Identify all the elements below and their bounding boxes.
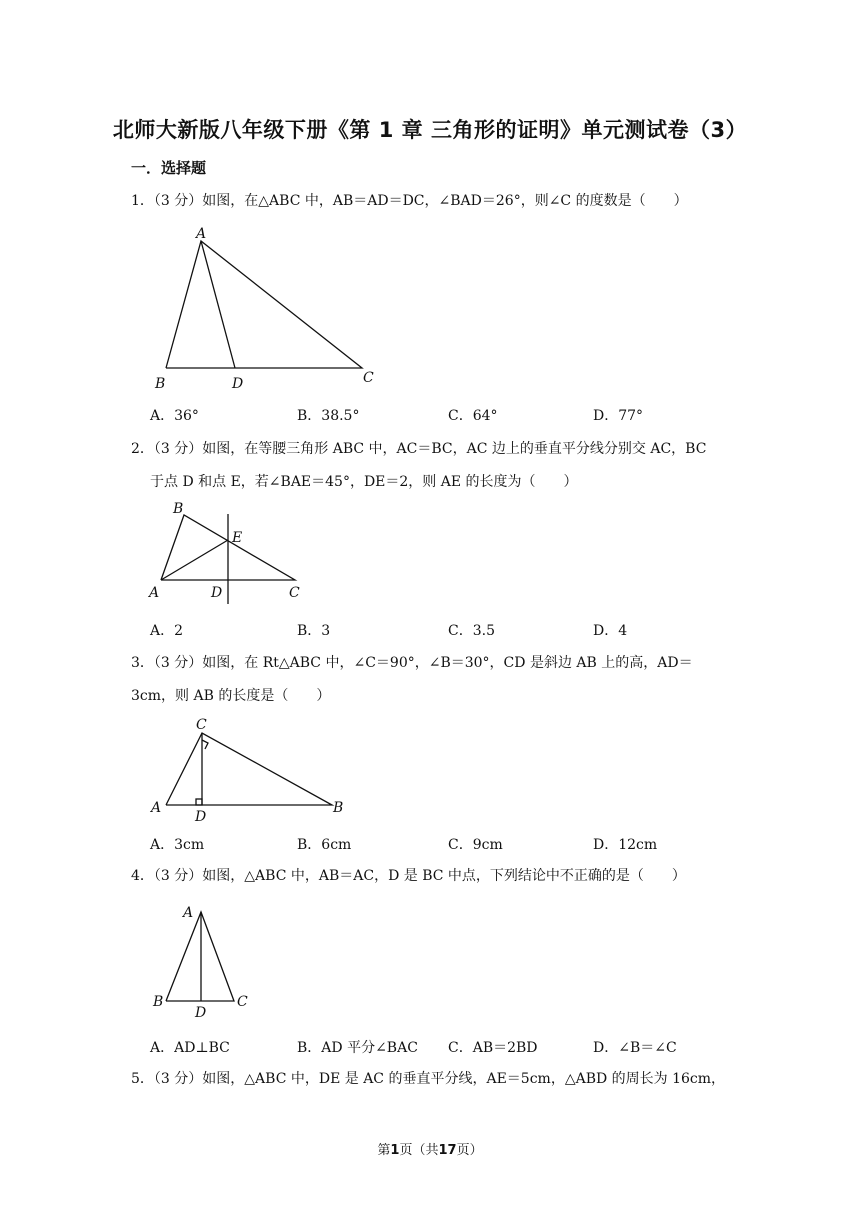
question-4-figure [145, 900, 260, 1022]
label-a: A [151, 800, 162, 816]
question-4-option-a[interactable]: A．AD⊥BC [150, 1040, 230, 1056]
right-angle-mark-c [202, 740, 208, 749]
page-title: 北师大新版八年级下册《第 1 章 三角形的证明》单元测试卷（3） [112, 118, 748, 142]
question-1-option-c[interactable]: C．64° [448, 408, 498, 424]
label-c: C [237, 994, 248, 1010]
question-1-option-d[interactable]: D．77° [593, 408, 644, 424]
label-d: D [195, 1005, 207, 1021]
label-b: B [155, 376, 166, 392]
question-3-option-b[interactable]: B．6cm [297, 837, 352, 853]
label-b: B [153, 994, 164, 1010]
label-a: A [196, 226, 207, 242]
page-footer [0, 1139, 860, 1158]
footer-prefix: 第 [377, 1143, 391, 1158]
label-d: D [195, 809, 207, 824]
question-3-text-line2: 3cm，则 AB 的长度是（ ） [131, 688, 331, 704]
question-2-option-a[interactable]: A．2 [150, 623, 184, 639]
question-2-option-c[interactable]: C．3.5 [448, 623, 495, 639]
question-1-option-b[interactable]: B．38.5° [297, 408, 360, 424]
label-e: E [232, 530, 243, 546]
question-1-text: 1．（3 分）如图，在△ABC 中，AB＝AD＝DC，∠BAD＝26°，则∠C 的度数是（ ） [131, 193, 688, 209]
label-c: C [363, 370, 374, 386]
label-a: A [149, 585, 160, 601]
question-1-option-a[interactable]: A．36° [150, 408, 199, 424]
question-1-figure [145, 222, 390, 394]
triangle-abc [166, 733, 332, 805]
question-2-option-b[interactable]: B．3 [297, 623, 331, 639]
question-2-text-line1: 2．（3 分）如图，在等腰三角形 ABC 中，AC＝BC，AC 边上的垂直平分线分别交 AC，BC [131, 441, 707, 457]
triangle-abc [166, 912, 234, 1001]
question-3-option-d[interactable]: D．12cm [593, 837, 658, 853]
section-heading: 一．选择题 [131, 159, 207, 177]
question-4-option-c[interactable]: C．AB＝2BD [448, 1040, 538, 1056]
label-c: C [289, 585, 300, 601]
question-2-text-line2: 于点 D 和点 E，若∠BAE＝45°，DE＝2，则 AE 的长度为（ ） [150, 474, 578, 490]
label-a: A [183, 905, 194, 921]
segment-ae [161, 540, 228, 580]
segment-ad [201, 241, 235, 368]
question-5-text: 5．（3 分）如图，△ABC 中，DE 是 AC 的垂直平分线，AE＝5cm，△ABD 的周长为 16cm， [131, 1071, 726, 1087]
footer-total-pages: 17 [438, 1143, 457, 1158]
question-2-figure [145, 498, 315, 606]
question-2-option-d[interactable]: D．4 [593, 623, 628, 639]
right-angle-mark-d [196, 799, 202, 805]
footer-page-number: 1 [390, 1143, 400, 1158]
question-3-option-a[interactable]: A．3cm [150, 837, 205, 853]
label-b: B [333, 800, 344, 816]
question-4-option-b[interactable]: B．AD 平分∠BAC [297, 1040, 418, 1056]
label-d: D [211, 585, 223, 601]
label-b: B [173, 501, 184, 517]
label-c: C [196, 717, 207, 733]
footer-mid: 页（共 [399, 1143, 439, 1158]
question-3-text-line1: 3．（3 分）如图，在 Rt△ABC 中，∠C＝90°，∠B＝30°，CD 是斜边 AB 上的高，AD＝ [131, 655, 693, 671]
label-d: D [232, 376, 244, 392]
footer-suffix: 页） [456, 1143, 483, 1158]
triangle-abc [166, 241, 362, 368]
question-4-text: 4．（3 分）如图，△ABC 中，AB＝AC，D 是 BC 中点，下列结论中不正确的是（ ） [131, 868, 686, 884]
question-3-option-c[interactable]: C．9cm [448, 837, 503, 853]
question-3-figure [145, 714, 355, 824]
question-4-option-d[interactable]: D．∠B＝∠C [593, 1040, 677, 1056]
